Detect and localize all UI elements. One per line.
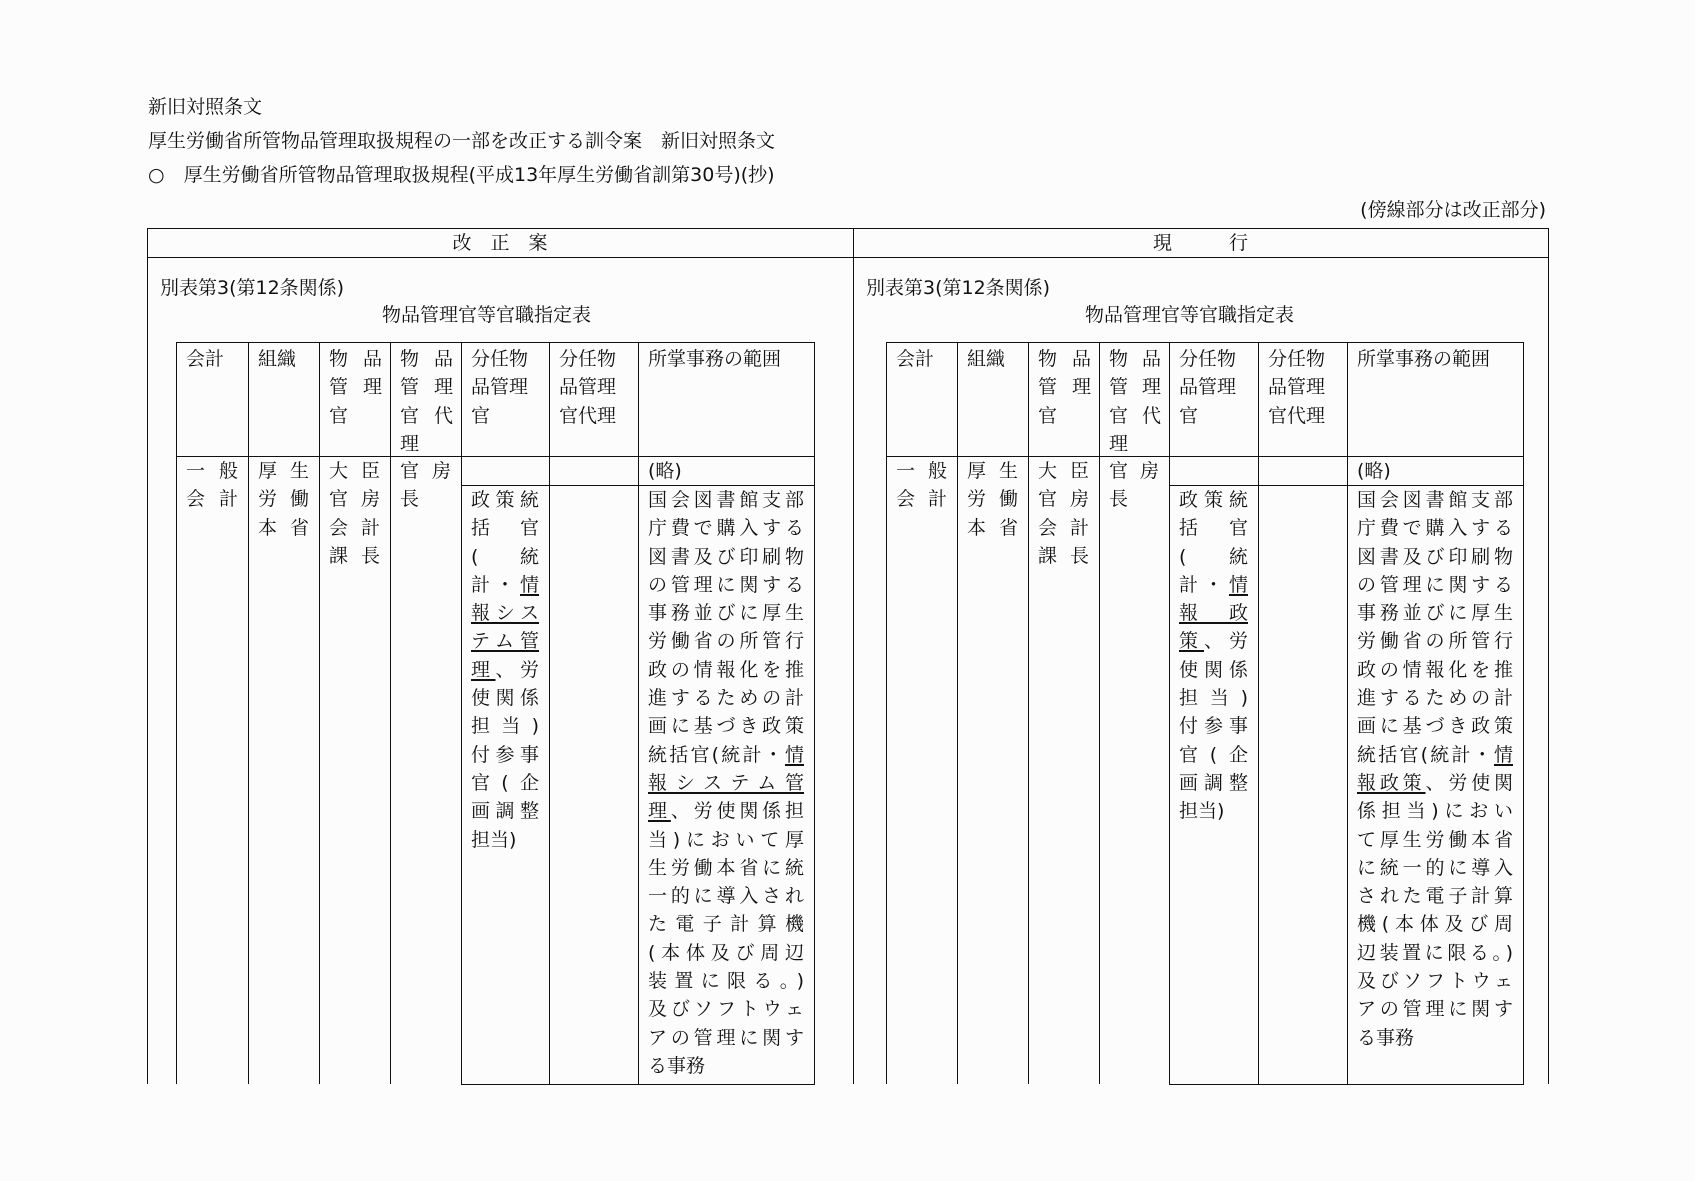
cell-text	[471, 486, 539, 854]
amended-text: 情	[784, 743, 804, 766]
document-subject: ○ 厚生労働省所管物品管理取扱規程(平成13年厚生労働省訓第30号)(抄)	[148, 164, 775, 186]
cell-text	[1109, 345, 1161, 458]
cell-line: 分任物	[471, 348, 529, 370]
cell-text	[1268, 345, 1339, 430]
cell-line: 官房	[1038, 488, 1089, 511]
cell-text	[1038, 457, 1089, 570]
cell-line: 進するための計	[648, 687, 804, 710]
amendment-note: (傍線部分は改正部分)	[1360, 199, 1546, 221]
cell-line	[648, 769, 804, 797]
cell-line: 管理	[1109, 376, 1161, 399]
cell-line: 使関係	[471, 687, 539, 710]
document-title: 厚生労働省所管物品管理取扱規程の一部を改正する訓令案 新旧対照条文	[148, 130, 776, 152]
cell-line: 政策統	[471, 489, 539, 511]
cell-text	[400, 345, 453, 458]
cell-line: 官房	[400, 460, 451, 482]
document-heading: 新旧対照条文	[148, 96, 263, 118]
cell-line: の管理に関する	[648, 573, 804, 596]
cell-line: ( 統	[471, 545, 539, 568]
cell-line: 官房	[1109, 460, 1159, 482]
cell-line: 会計	[896, 488, 947, 511]
cell-text	[186, 345, 240, 373]
cell-line: 管理	[400, 376, 453, 399]
amended-text: 情	[1228, 573, 1248, 596]
cell-line: 会計	[186, 348, 225, 370]
cell-line: 装置に限る。)	[648, 970, 804, 993]
cell-line: 大臣	[1038, 460, 1089, 482]
amended-text: 理	[471, 658, 496, 681]
cell-line: 政の情報化を推	[648, 658, 804, 681]
cell-line: 一般	[186, 460, 238, 482]
cell-line: 品管理	[471, 376, 529, 399]
cell-line: 辺装置に限る。)	[1357, 941, 1513, 964]
table-title: 物品管理官等官職指定表	[382, 304, 592, 326]
cell-line: 一的に導入され	[648, 885, 804, 908]
cell-text	[186, 457, 238, 514]
amended-text: 報シス	[471, 602, 539, 625]
cell-line: 理	[1109, 432, 1129, 455]
cell-line: 官代理	[1268, 404, 1326, 427]
cell-line: 官	[329, 404, 349, 427]
amended-text: 理	[648, 800, 671, 823]
cell-line: 括 官	[471, 517, 539, 540]
cell-line: 一般	[896, 460, 947, 482]
cell-line: 国会図書館支部	[1357, 489, 1513, 511]
cell-line: 国会図書館支部	[648, 489, 804, 511]
cell-line: 策、労	[1179, 630, 1248, 653]
cell-text	[1357, 345, 1515, 373]
cell-line: 長	[1109, 488, 1129, 511]
cell-line: 理、労使関係担	[648, 800, 804, 823]
amended-text: 策	[1179, 630, 1204, 653]
cell-line: された電子計算	[1357, 885, 1513, 908]
cell-line: 本省	[967, 516, 1018, 539]
cell-line: 物品	[1038, 348, 1091, 370]
cell-line: 所掌事務の範囲	[1357, 348, 1491, 370]
cell-line: 課長	[1038, 544, 1089, 567]
cell-line: (略)	[1357, 460, 1391, 482]
cell-text	[559, 345, 630, 430]
cell-line: 及びソフトウェ	[1357, 970, 1513, 993]
amended-text: 報システム管	[648, 771, 804, 794]
cell-text	[1179, 486, 1248, 826]
cell-line: 官(企	[471, 771, 539, 794]
cell-line: 会計	[1038, 516, 1089, 539]
cell-line: 官代	[400, 404, 453, 427]
cell-line: 画に基づき政策	[648, 715, 804, 738]
cell-line: アの管理に関す	[1357, 998, 1513, 1021]
cell-line: 会計	[329, 516, 380, 539]
cell-line: 労働省の所管行	[1357, 630, 1513, 653]
cell-line: (略)	[648, 460, 682, 482]
cell-line: 物品	[1109, 348, 1161, 370]
cell-line: 官	[471, 404, 491, 427]
cell-line: 品管理	[1179, 376, 1237, 399]
cell-line	[471, 599, 539, 627]
cell-line: 計・情	[1179, 573, 1248, 596]
cell-line: (本体及び周辺	[648, 941, 804, 964]
cell-line: 図書及び印刷物	[1357, 545, 1513, 568]
cell-line: 計・情	[471, 573, 539, 596]
cell-line: 官代理	[559, 404, 617, 427]
cell-line: 品管理	[559, 376, 617, 399]
cell-line: 付参事	[1179, 715, 1248, 738]
cell-line: 大臣	[329, 460, 380, 482]
cell-text	[471, 345, 541, 430]
cell-text	[648, 457, 804, 485]
cell-line: 会計	[896, 348, 935, 370]
header-current: 現 行	[1152, 232, 1248, 254]
cell-line: 官	[1038, 404, 1058, 427]
header-proposed: 改 正 案	[452, 232, 548, 254]
cell-line: 官(企	[1179, 743, 1248, 766]
cell-line: 分任物	[559, 348, 617, 370]
cell-text	[648, 486, 804, 1080]
cell-line: て厚生労働本省	[1357, 828, 1513, 851]
cell-line: 政策統	[1179, 489, 1248, 511]
table-title: 物品管理官等官職指定表	[1085, 304, 1295, 326]
cell-line: る事務	[648, 1054, 706, 1077]
cell-line: 庁費で購入する	[1357, 517, 1513, 540]
table-reference: 別表第3(第12条関係)	[866, 277, 1051, 299]
cell-text	[1357, 486, 1513, 1052]
cell-line: 担当)	[471, 828, 517, 851]
cell-line: ( 統	[1179, 545, 1248, 568]
cell-line: 分任物	[1179, 348, 1237, 370]
cell-line: 労働	[967, 488, 1018, 511]
cell-line: 担当)	[1179, 800, 1225, 823]
cell-line: 政の情報化を推	[1357, 658, 1513, 681]
cell-line: 労働省の所管行	[648, 630, 804, 653]
cell-text	[967, 345, 1020, 373]
cell-line: 統括官(統計・情	[1357, 743, 1513, 766]
cell-line: 事務並びに厚生	[648, 602, 804, 625]
cell-line: アの管理に関す	[648, 1026, 804, 1049]
cell-line	[471, 627, 539, 655]
cell-line: 厚生	[967, 460, 1018, 482]
cell-line	[1179, 599, 1248, 627]
cell-text	[967, 457, 1018, 542]
cell-line: 所掌事務の範囲	[648, 348, 782, 370]
cell-line: 会計	[186, 488, 238, 511]
cell-line: 生労働本省に統	[648, 856, 804, 879]
cell-line: た電子計算機	[648, 913, 804, 936]
cell-line: 官	[1179, 404, 1199, 427]
cell-line: 画に基づき政策	[1357, 715, 1513, 738]
cell-line: 組織	[258, 348, 297, 370]
cell-line: 事務並びに厚生	[1357, 602, 1513, 625]
cell-line: 報政策、労使関	[1357, 771, 1513, 794]
cell-line: 理、労	[471, 658, 539, 681]
table-reference: 別表第3(第12条関係)	[160, 277, 345, 299]
cell-line: 管理	[1038, 376, 1091, 399]
cell-line: に統一的に導入	[1357, 856, 1513, 879]
amended-text: 報政策	[1357, 771, 1426, 794]
amended-text: 情	[1493, 743, 1513, 766]
cell-line: 使関係	[1179, 658, 1248, 681]
amended-text: テム管	[471, 630, 539, 653]
cell-line: 官代	[1109, 404, 1161, 427]
cell-line: 当)において厚	[648, 828, 804, 851]
cell-line: 管理	[329, 376, 382, 399]
cell-line: の管理に関する	[1357, 573, 1513, 596]
cell-line: 庁費で購入する	[648, 517, 804, 540]
cell-line: 組織	[967, 348, 1006, 370]
cell-line: 物品	[400, 348, 453, 370]
cell-line: る事務	[1357, 1026, 1415, 1049]
cell-text	[1357, 457, 1513, 485]
cell-text	[1109, 457, 1159, 514]
cell-text	[329, 345, 382, 430]
cell-text	[648, 345, 806, 373]
cell-line: 分任物	[1268, 348, 1326, 370]
cell-line: 物品	[329, 348, 382, 370]
cell-line: 本省	[258, 516, 309, 539]
cell-text	[896, 345, 949, 373]
cell-line: 画調整	[471, 800, 539, 823]
cell-text	[1179, 345, 1250, 430]
cell-text	[329, 457, 380, 570]
cell-line: 括 官	[1179, 517, 1248, 540]
cell-line: 図書及び印刷物	[648, 545, 804, 568]
cell-line: 担当)	[1179, 687, 1248, 710]
cell-text	[258, 457, 309, 542]
cell-line: 機(本体及び周	[1357, 913, 1513, 936]
cell-line: 課長	[329, 544, 380, 567]
cell-line: 付参事	[471, 743, 539, 766]
cell-line: 厚生	[258, 460, 309, 482]
cell-line: 官房	[329, 488, 380, 511]
cell-line: 係担当)におい	[1357, 800, 1513, 823]
cell-line: 進するための計	[1357, 687, 1513, 710]
cell-line: 長	[400, 488, 420, 511]
cell-line: 担当)	[471, 715, 539, 738]
cell-line: 統括官(統計・情	[648, 743, 804, 766]
cell-line: 品管理	[1268, 376, 1326, 399]
cell-line: 理	[400, 432, 420, 455]
cell-text	[258, 345, 311, 373]
cell-text	[400, 457, 451, 514]
cell-line: 及びソフトウェ	[648, 998, 804, 1021]
cell-text	[1038, 345, 1091, 430]
cell-line: 画調整	[1179, 771, 1248, 794]
amended-text: 情	[519, 573, 539, 596]
cell-text	[896, 457, 947, 514]
cell-line: 労働	[258, 488, 309, 511]
amended-text: 報 政	[1179, 602, 1248, 625]
